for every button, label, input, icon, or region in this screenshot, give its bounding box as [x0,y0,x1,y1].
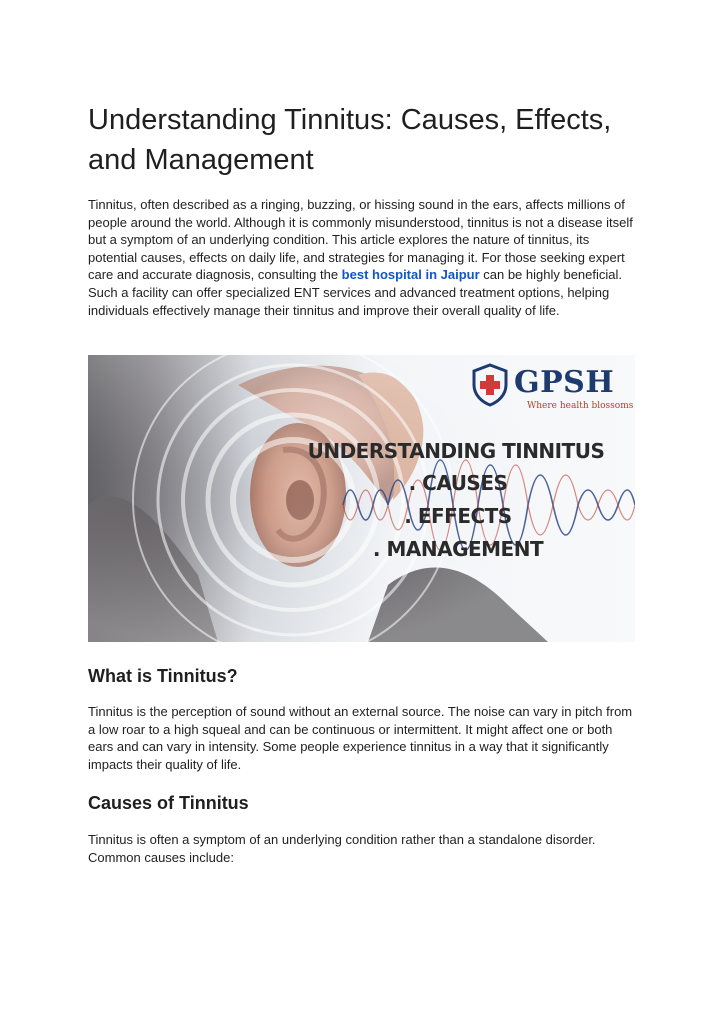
page-title: Understanding Tinnitus: Causes, Effects, and Management [88,104,612,176]
gpsh-logo [470,363,634,413]
shield-cross-icon [470,363,510,407]
hero-line-effects: . EFFECTS [404,504,512,528]
hero-image [88,355,635,642]
intro-text-start: Tinnitus, often described as a ringing, buzzing, or hissing sound in the ears, affects millions of people around the world. Although it is commonly misunderstood, tinnitus is not a disease itself but a symptom of an underlying condition. This article explores the nature of tinnitus, its potential causes, effects on daily life, and strategies for managing it. For those seeking expert care and accurate diagnosis, consulting the [88,197,633,283]
hero-headline: UNDERSTANDING TINNITUS [307,439,605,463]
hero-line-management: . MANAGEMENT [372,537,544,561]
best-hospital-link[interactable]: best hospital in Jaipur [341,267,480,283]
logo-name: GPSH [514,365,615,400]
intro-text-end: can be highly beneficial. Such a facility can offer specialized ENT services and advanced treatment options, helping individuals effectively manage their tinnitus and improve their overall quality of life. [88,267,623,318]
section-text-what: Tinnitus is the perception of sound without an external source. The noise can vary in pitch from a low roar to a high squeal and can be continuous or intermittent. It might affect one or both ears and can vary in intensity. Some people experience tinnitus in a way that it significantly impacts their quality of life. [88,704,633,772]
hero-line-causes: . CAUSES [408,471,508,495]
section-heading-causes: Causes of Tinnitus [88,793,249,813]
logo-tagline: Where health blossoms [527,401,634,411]
section-heading-what: What is Tinnitus? [88,666,238,686]
section-text-causes: Tinnitus is often a symptom of an underlying condition rather than a standalone disorder. Common causes include: [88,832,596,865]
intro-paragraph [88,196,636,319]
